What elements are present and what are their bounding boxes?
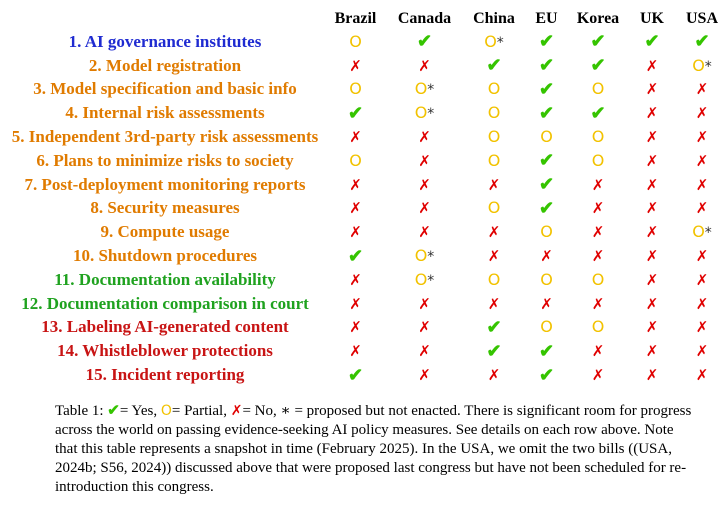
cross-icon: ✗ <box>645 199 659 218</box>
status-cell <box>385 173 464 197</box>
cross-icon: ✗ <box>695 270 709 289</box>
partial-circle-icon: O <box>349 150 362 170</box>
cross-icon: ✗ <box>349 175 362 194</box>
row-label: 12. Documentation comparison in court <box>21 293 309 313</box>
status-cell <box>464 101 524 125</box>
check-icon: ✔ <box>538 197 555 218</box>
caption-body: = proposed but not enacted. There is significant room for progress across the world on passing evidence-seeking AI policy measures. See details on each row above. Note that this table represents a snapshot in time (February 2025). In the USA, we omit the two bills ((USA, 2024b; S56, 2024)) discussed above that were proposed last congress but have not been scheduled for re-introduction this congress. <box>55 403 692 495</box>
cross-icon: ✗ <box>487 366 501 385</box>
cross-icon: ✗ <box>645 175 659 194</box>
status-cell <box>385 339 464 363</box>
partial-circle-icon: O <box>540 317 553 337</box>
status-cell <box>569 268 627 292</box>
check-icon: ✔ <box>538 55 555 76</box>
status-cell <box>464 30 524 54</box>
status-cell <box>326 268 385 292</box>
check-icon: ✔ <box>486 55 502 76</box>
partial-circle-icon: O <box>692 222 705 242</box>
asterisk-icon: * <box>427 82 435 99</box>
asterisk-icon: * <box>427 249 435 266</box>
status-cell <box>569 149 627 173</box>
table-row <box>4 316 727 340</box>
check-icon: ✔ <box>590 102 606 123</box>
status-cell <box>326 149 385 173</box>
asterisk-icon: * <box>427 272 435 289</box>
table-row <box>4 292 727 316</box>
status-cell <box>385 101 464 125</box>
cross-icon: ✗ <box>645 104 659 123</box>
check-icon: ✔ <box>347 364 364 385</box>
status-cell <box>524 101 569 125</box>
status-cell <box>464 339 524 363</box>
cross-icon: ✗ <box>591 342 605 361</box>
status-cell <box>464 197 524 221</box>
check-icon: ✔ <box>538 102 555 123</box>
status-cell <box>627 339 677 363</box>
cross-icon: ✗ <box>695 318 709 337</box>
status-cell <box>385 220 464 244</box>
status-cell <box>524 244 569 268</box>
check-icon: ✔ <box>590 55 606 76</box>
check-icon: ✔ <box>538 364 555 385</box>
partial-circle-icon: O <box>349 79 362 99</box>
status-cell <box>569 244 627 268</box>
row-label: 6. Plans to minimize risks to society <box>36 150 294 170</box>
status-cell <box>385 292 464 316</box>
cross-icon: ✗ <box>645 294 659 313</box>
header-blank <box>4 8 326 30</box>
status-cell <box>627 292 677 316</box>
status-cell <box>677 363 727 387</box>
partial-circle-icon: O <box>591 317 605 337</box>
status-cell <box>627 101 677 125</box>
status-cell <box>524 173 569 197</box>
status-cell <box>326 173 385 197</box>
status-cell <box>464 220 524 244</box>
partial-circle-icon: O <box>487 79 501 99</box>
row-label: 7. Post-deployment monitoring reports <box>24 174 306 194</box>
cross-icon: ✗ <box>645 247 659 266</box>
cross-icon: ✗ <box>645 342 659 361</box>
status-cell <box>326 125 385 149</box>
row-label: 15. Incident reporting <box>85 365 245 385</box>
cross-icon: ✗ <box>695 80 709 99</box>
partial-circle-icon: O <box>692 55 705 75</box>
table-row <box>4 125 727 149</box>
column-header: UK <box>640 10 664 27</box>
table-row <box>4 268 727 292</box>
cross-icon: ✗ <box>349 56 362 75</box>
status-cell <box>524 220 569 244</box>
partial-circle-icon: O <box>487 127 501 147</box>
check-icon: ✔ <box>538 340 555 361</box>
status-cell <box>677 173 727 197</box>
status-cell <box>677 30 727 54</box>
cross-icon: ✗ <box>695 342 709 361</box>
caption-prefix: Table 1: <box>55 403 108 419</box>
cross-icon: ✗ <box>418 223 431 242</box>
check-icon: ✔ <box>486 340 502 361</box>
status-cell <box>326 197 385 221</box>
status-cell <box>627 244 677 268</box>
cross-icon: ✗ <box>349 294 362 313</box>
status-cell <box>627 316 677 340</box>
check-icon: ✔ <box>538 78 555 99</box>
cross-icon: ✗ <box>540 294 553 313</box>
check-icon: ✔ <box>538 150 555 171</box>
check-icon: ✔ <box>347 102 364 123</box>
row-label: 4. Internal risk assessments <box>65 103 265 123</box>
status-cell <box>326 220 385 244</box>
status-cell <box>524 268 569 292</box>
cross-icon: ✗ <box>695 247 709 266</box>
partial-circle-icon: O <box>540 269 553 289</box>
row-label: 9. Compute usage <box>100 222 230 242</box>
status-cell <box>569 30 627 54</box>
status-cell <box>677 125 727 149</box>
cross-icon: ✗ <box>418 294 431 313</box>
cross-icon: ✗ <box>645 128 659 147</box>
status-cell <box>677 54 727 78</box>
status-cell <box>385 268 464 292</box>
cross-icon: ✗ <box>540 247 553 266</box>
check-icon: ✔ <box>590 31 606 52</box>
column-header: China <box>473 10 515 27</box>
row-label: 8. Security measures <box>90 198 240 218</box>
cross-icon: ✗ <box>591 199 605 218</box>
cross-icon: ✗ <box>349 223 362 242</box>
partial-circle-icon: O <box>414 79 428 99</box>
row-label: 1. AI governance institutes <box>68 31 262 51</box>
status-cell <box>569 339 627 363</box>
status-cell <box>569 173 627 197</box>
partial-circle-icon: O <box>487 198 501 218</box>
status-cell <box>464 292 524 316</box>
cross-icon: ✗ <box>230 403 243 419</box>
partial-circle-icon: O <box>591 269 605 289</box>
cross-icon: ✗ <box>645 151 659 170</box>
status-cell <box>627 268 677 292</box>
status-cell <box>677 149 727 173</box>
status-cell <box>569 363 627 387</box>
status-cell <box>569 316 627 340</box>
partial-circle-icon: O <box>591 79 605 99</box>
cross-icon: ✗ <box>487 247 501 266</box>
status-cell <box>569 101 627 125</box>
caption-partial-text: = Partial, <box>171 403 231 419</box>
status-cell <box>524 125 569 149</box>
status-cell <box>464 125 524 149</box>
row-label: 5. Independent 3rd-party risk assessments <box>11 127 319 147</box>
status-cell <box>627 220 677 244</box>
status-cell <box>385 316 464 340</box>
caption-no-text: = No, <box>242 403 281 419</box>
status-cell <box>326 30 385 54</box>
status-cell <box>677 197 727 221</box>
cross-icon: ✗ <box>645 80 659 99</box>
cross-icon: ✗ <box>349 199 362 218</box>
status-cell <box>677 78 727 102</box>
table-row <box>4 363 727 387</box>
column-header: Brazil <box>334 10 377 27</box>
table-row <box>4 339 727 363</box>
status-cell <box>677 268 727 292</box>
cross-icon: ✗ <box>349 342 362 361</box>
partial-circle-icon: O <box>540 222 553 242</box>
check-icon: ✔ <box>107 403 120 419</box>
status-cell <box>326 292 385 316</box>
status-cell <box>464 316 524 340</box>
row-label: 2. Model registration <box>88 55 242 75</box>
cross-icon: ✗ <box>645 56 659 75</box>
row-label: 13. Labeling AI-generated content <box>41 317 289 337</box>
status-cell <box>464 268 524 292</box>
cross-icon: ✗ <box>418 318 431 337</box>
cross-icon: ✗ <box>418 128 431 147</box>
asterisk-icon: * <box>704 58 712 75</box>
table-row <box>4 244 727 268</box>
status-cell <box>677 316 727 340</box>
partial-circle-icon: O <box>484 31 497 51</box>
status-cell <box>627 78 677 102</box>
check-icon: ✔ <box>416 31 433 52</box>
partial-circle-icon: O <box>591 150 605 170</box>
status-cell <box>464 244 524 268</box>
status-cell <box>326 363 385 387</box>
table-caption <box>55 402 695 497</box>
cross-icon: ✗ <box>418 151 431 170</box>
partial-circle-icon: O <box>414 269 428 289</box>
status-cell <box>627 54 677 78</box>
cross-icon: ✗ <box>349 318 362 337</box>
status-cell <box>524 363 569 387</box>
status-cell <box>385 125 464 149</box>
cross-icon: ✗ <box>418 366 431 385</box>
status-cell <box>569 78 627 102</box>
check-icon: ✔ <box>694 31 710 52</box>
cross-icon: ✗ <box>645 223 659 242</box>
status-cell <box>569 197 627 221</box>
cross-icon: ✗ <box>695 104 709 123</box>
status-cell <box>569 220 627 244</box>
cross-icon: ✗ <box>418 199 431 218</box>
partial-circle-icon: O <box>414 103 428 123</box>
policy-table <box>4 8 727 387</box>
cross-icon: ✗ <box>487 175 501 194</box>
status-cell <box>385 54 464 78</box>
status-cell <box>627 197 677 221</box>
cross-icon: ✗ <box>591 223 605 242</box>
cross-icon: ✗ <box>645 366 659 385</box>
status-cell <box>524 292 569 316</box>
status-cell <box>569 292 627 316</box>
partial-circle-icon: O <box>591 127 605 147</box>
status-cell <box>524 54 569 78</box>
status-cell <box>524 339 569 363</box>
asterisk-icon: * <box>427 106 435 123</box>
column-header: EU <box>535 10 558 27</box>
column-header: Canada <box>397 10 452 27</box>
check-icon: ✔ <box>486 316 502 337</box>
cross-icon: ✗ <box>695 151 709 170</box>
status-cell <box>385 30 464 54</box>
status-cell <box>524 197 569 221</box>
table-row <box>4 54 727 78</box>
status-cell <box>464 149 524 173</box>
status-cell <box>524 30 569 54</box>
table-row <box>4 101 727 125</box>
status-cell <box>569 54 627 78</box>
table-row <box>4 197 727 221</box>
status-cell <box>677 101 727 125</box>
row-label: 3. Model specification and basic info <box>33 79 297 99</box>
status-cell <box>326 316 385 340</box>
status-cell <box>326 54 385 78</box>
table-row <box>4 173 727 197</box>
status-cell <box>627 173 677 197</box>
cross-icon: ✗ <box>695 366 709 385</box>
status-cell <box>627 30 677 54</box>
column-header: USA <box>685 10 718 27</box>
cross-icon: ✗ <box>418 56 431 75</box>
status-cell <box>326 339 385 363</box>
status-cell <box>326 244 385 268</box>
partial-circle-icon: O <box>487 150 501 170</box>
status-cell <box>464 78 524 102</box>
partial-circle-icon: O <box>414 246 428 266</box>
caption-yes-text: = Yes, <box>119 403 161 419</box>
row-label: 10. Shutdown procedures <box>72 246 258 266</box>
cross-icon: ✗ <box>349 128 362 147</box>
status-cell <box>524 149 569 173</box>
row-label: 14. Whistleblower protections <box>57 341 273 361</box>
partial-circle-icon: O <box>160 403 172 419</box>
status-cell <box>627 125 677 149</box>
row-label: 11. Documentation availability <box>54 269 276 289</box>
check-icon: ✔ <box>538 31 555 52</box>
partial-circle-icon: O <box>349 31 362 51</box>
cross-icon: ✗ <box>645 318 659 337</box>
cross-icon: ✗ <box>695 294 709 313</box>
asterisk-icon: ∗ <box>280 403 291 419</box>
check-icon: ✔ <box>538 174 555 195</box>
cross-icon: ✗ <box>695 128 709 147</box>
status-cell <box>385 149 464 173</box>
cross-icon: ✗ <box>591 366 605 385</box>
check-icon: ✔ <box>644 31 660 52</box>
status-cell <box>385 197 464 221</box>
status-cell <box>524 78 569 102</box>
asterisk-icon: * <box>704 225 712 242</box>
status-cell <box>524 316 569 340</box>
status-cell <box>627 149 677 173</box>
status-cell <box>464 173 524 197</box>
status-cell <box>464 363 524 387</box>
cross-icon: ✗ <box>487 223 501 242</box>
cross-icon: ✗ <box>418 175 431 194</box>
cross-icon: ✗ <box>591 294 605 313</box>
check-icon: ✔ <box>347 245 364 266</box>
table-body <box>4 30 727 387</box>
table-header-row <box>4 8 727 30</box>
cross-icon: ✗ <box>591 175 605 194</box>
cross-icon: ✗ <box>695 199 709 218</box>
status-cell <box>464 54 524 78</box>
status-cell <box>569 125 627 149</box>
cross-icon: ✗ <box>418 342 431 361</box>
table-row <box>4 78 727 102</box>
partial-circle-icon: O <box>487 269 501 289</box>
table-row <box>4 30 727 54</box>
status-cell <box>326 101 385 125</box>
asterisk-icon: * <box>496 34 504 51</box>
status-cell <box>326 78 385 102</box>
cross-icon: ✗ <box>349 270 362 289</box>
status-cell <box>677 339 727 363</box>
cross-icon: ✗ <box>645 270 659 289</box>
status-cell <box>677 220 727 244</box>
status-cell <box>385 363 464 387</box>
status-cell <box>627 363 677 387</box>
table-row <box>4 149 727 173</box>
partial-circle-icon: O <box>540 127 553 147</box>
partial-circle-icon: O <box>487 103 501 123</box>
cross-icon: ✗ <box>487 294 501 313</box>
cross-icon: ✗ <box>695 175 709 194</box>
status-cell <box>677 244 727 268</box>
status-cell <box>385 78 464 102</box>
cross-icon: ✗ <box>591 247 605 266</box>
status-cell <box>385 244 464 268</box>
table-row <box>4 220 727 244</box>
column-header: Korea <box>576 10 620 27</box>
status-cell <box>677 292 727 316</box>
